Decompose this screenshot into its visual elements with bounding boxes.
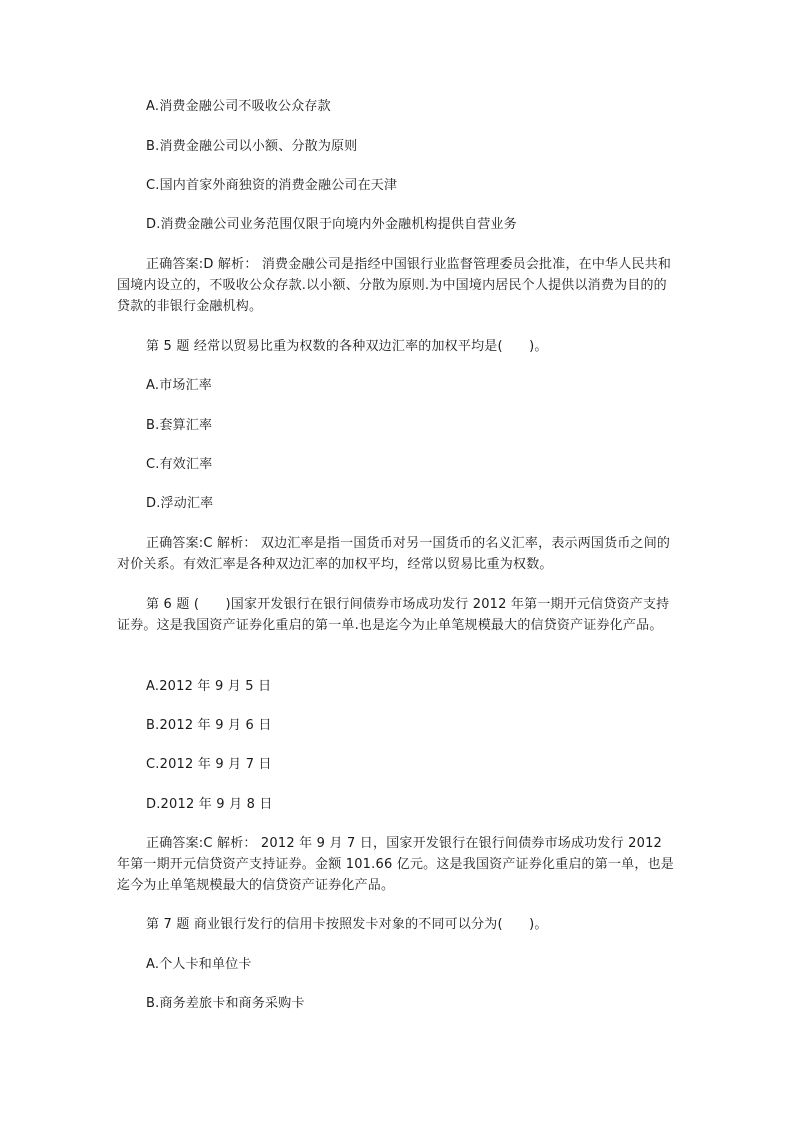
option-a: A.2012 年 9 月 5 日 [146, 679, 272, 694]
option-c: C.2012 年 9 月 7 日 [146, 757, 272, 772]
answer-explanation: 正确答案:C 解析： 2012 年 9 月 7 日，国家开发银行在银行间债券市场成功发行 2012 年第一期开元信贷资产支持证券。金额 101.66 亿元。这是我国资产证券化重启的第一单，也是迄今为止单笔规模最大的信贷资产证券化产品。 [117, 836, 674, 893]
option-d: D.2012 年 9 月 8 日 [146, 797, 273, 812]
option-d: D.浮动汇率 [146, 496, 214, 511]
question-7: 第 7 题 商业银行发行的信用卡按照发卡对象的不同可以分为( )。 [146, 917, 548, 932]
option-c: C.有效汇率 [146, 457, 213, 472]
option-b: B.消费金融公司以小额、分散为原则 [146, 139, 358, 154]
question-5: 第 5 题 经常以贸易比重为权数的各种双边汇率的加权平均是( )。 [146, 339, 548, 354]
option-d: D.消费金融公司业务范围仅限于向境内外金融机构提供自营业务 [146, 217, 517, 232]
answer-explanation: 正确答案:D 解析： 消费金融公司是指经中国银行业监督管理委员会批准，在中华人民共和国境内设立的，不吸收公众存款.以小额、分散为原则.为中国境内居民个人提供以消费为目的的贷款的非银行金融机构。 [117, 257, 672, 314]
option-b: B.商务差旅卡和商务采购卡 [146, 996, 305, 1011]
option-c: C.国内首家外商独资的消费金融公司在天津 [146, 178, 398, 193]
option-a: A.消费金融公司不吸收公众存款 [146, 99, 331, 114]
option-b: B.2012 年 9 月 6 日 [146, 718, 272, 733]
question-6: 第 6 题 ( )国家开发银行在银行间债券市场成功发行 2012 年第一期开元信贷资产支持证券。这是我国资产证券化重启的第一单.也是迄今为止单笔规模最大的信贷资产证券化产品。 [117, 597, 670, 633]
option-a: A.市场汇率 [146, 378, 212, 393]
option-b: B.套算汇率 [146, 418, 213, 433]
answer-explanation: 正确答案:C 解析： 双边汇率是指一国货币对另一国货币的名义汇率，表示两国货币之间的对价关系。有效汇率是各种双边汇率的加权平均，经常以贸易比重为权数。 [117, 536, 671, 572]
option-a: A.个人卡和单位卡 [146, 957, 252, 972]
